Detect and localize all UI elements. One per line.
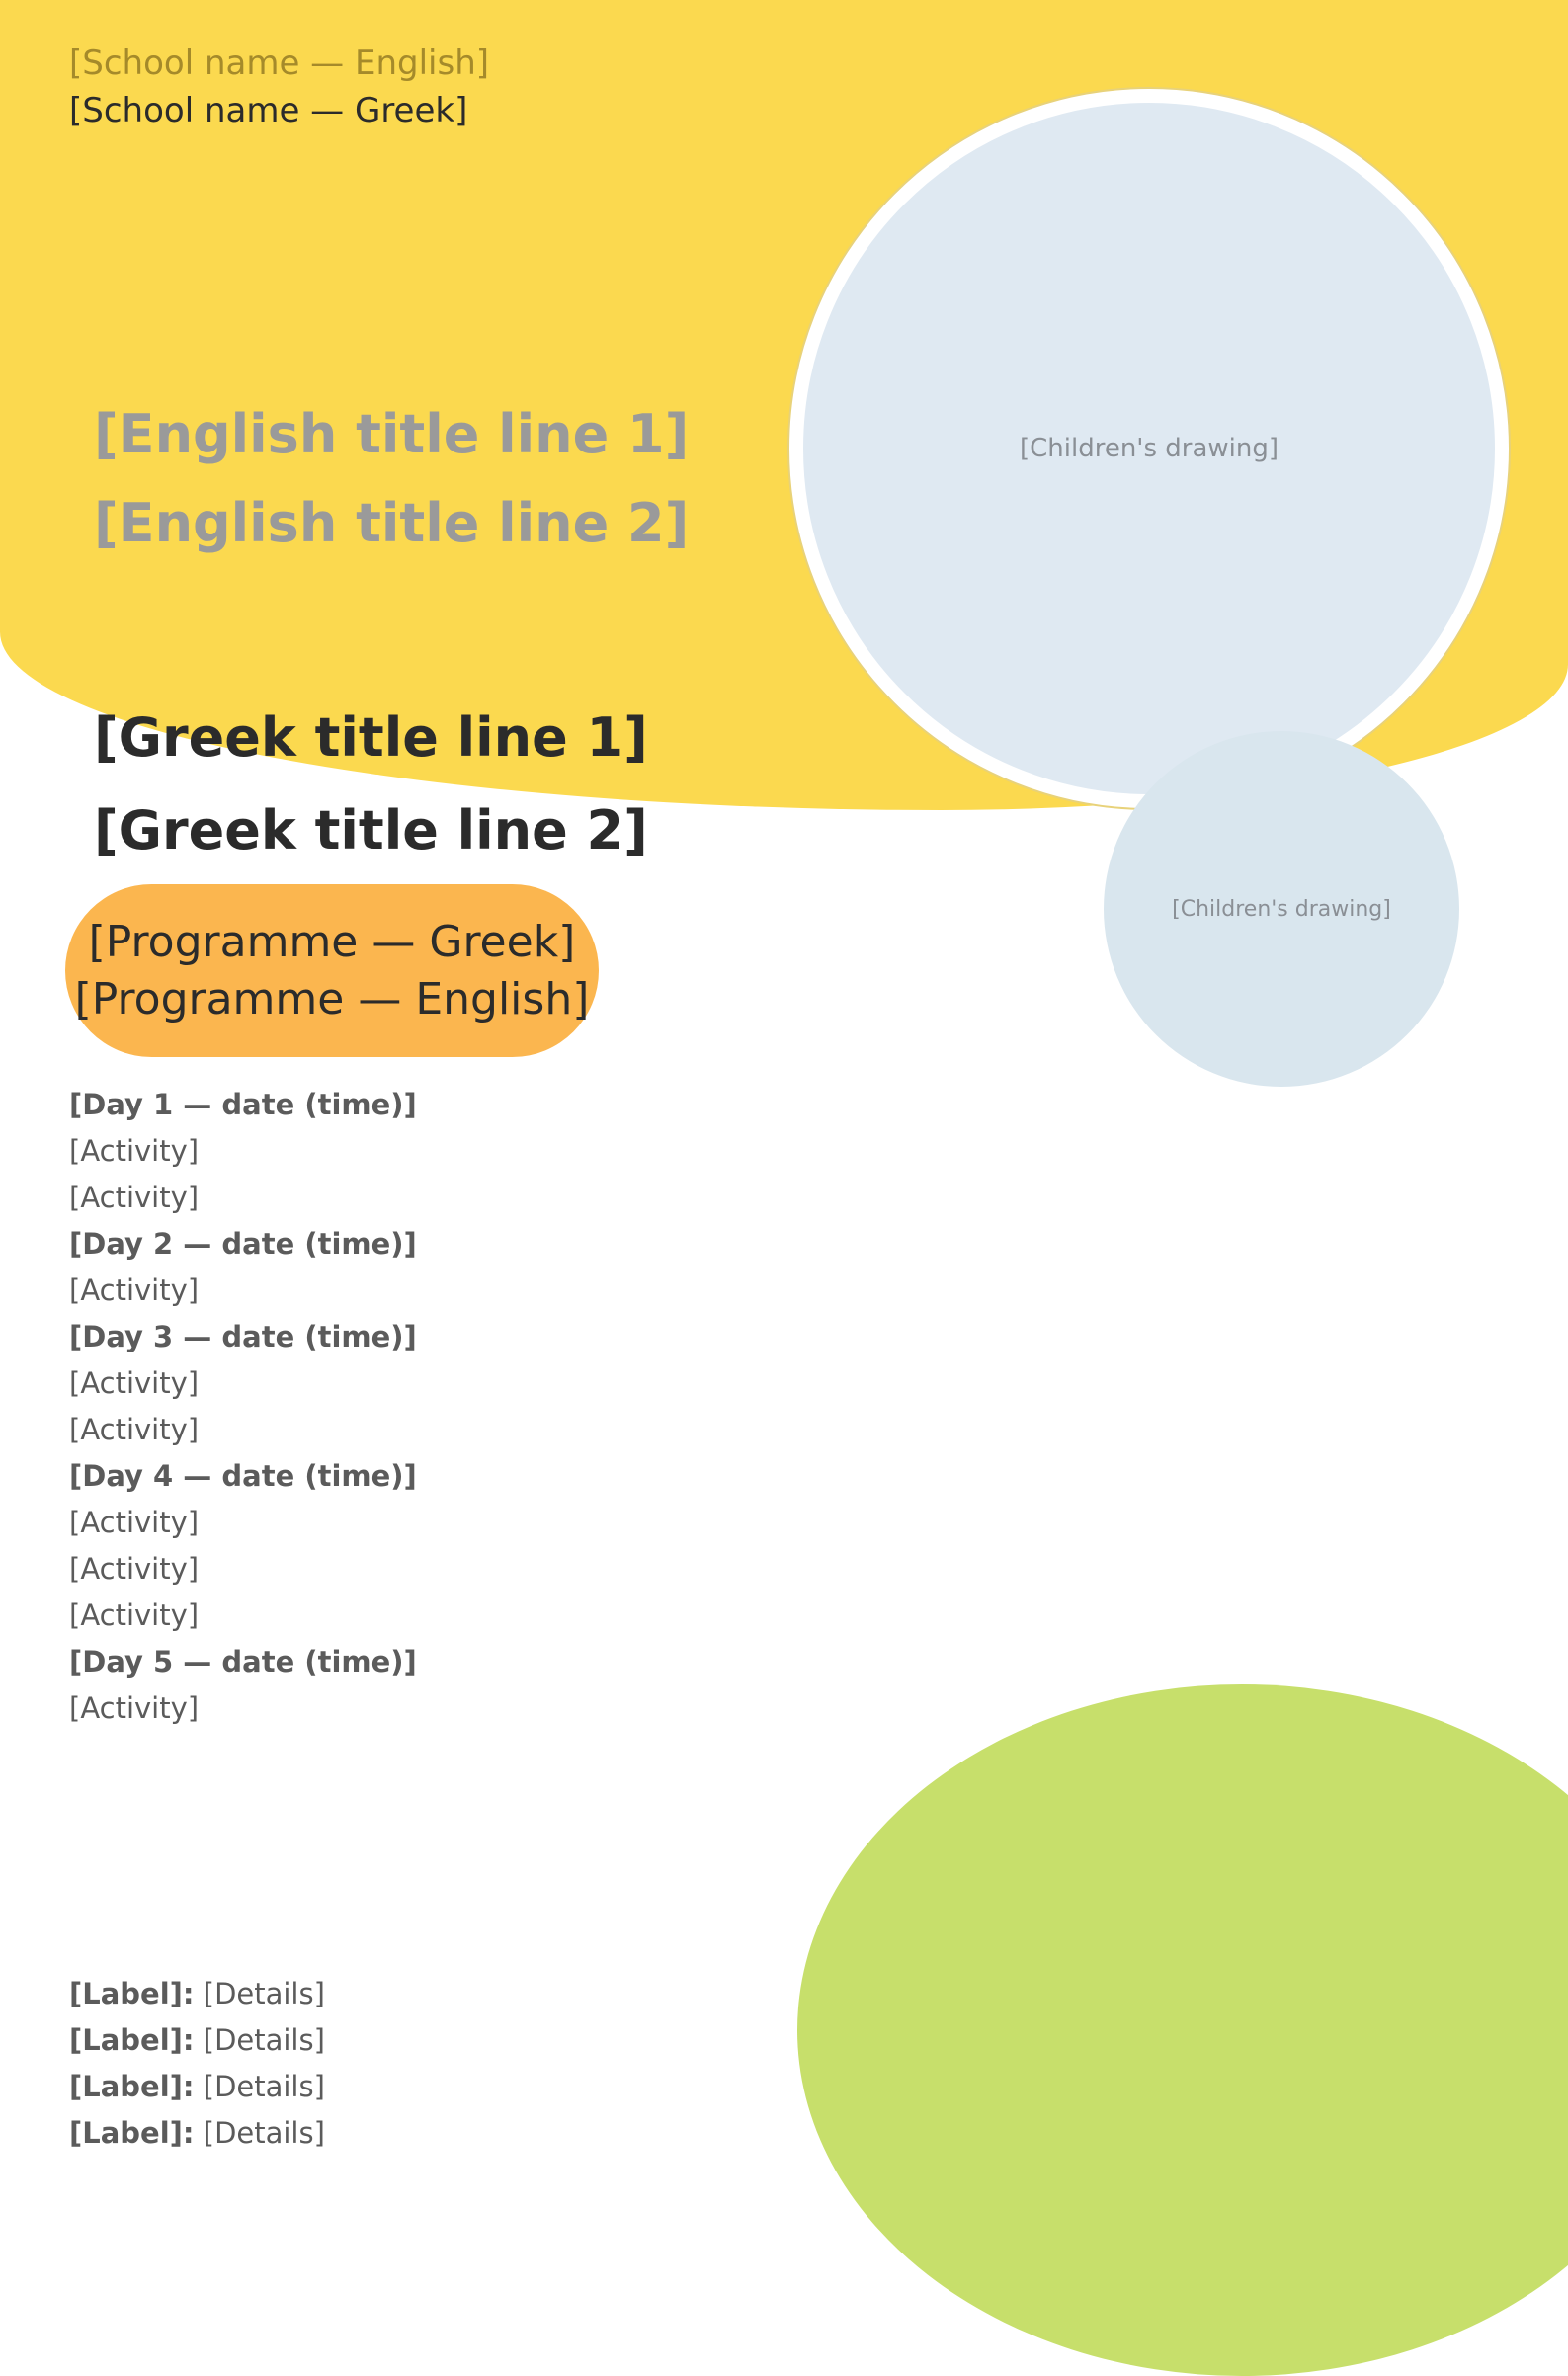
programme-label-gr: [Programme — Greek] [88, 916, 576, 967]
title-gr-line-2: [Greek title line 2] [94, 799, 648, 861]
programme-button[interactable] [65, 884, 599, 1057]
summary-row [69, 1971, 1499, 2017]
schedule-item: [Activity] [69, 1506, 200, 1539]
summary-label: [Label]: [69, 1977, 195, 2010]
title-en-line-2: [English title line 2] [94, 492, 690, 554]
artwork-small-image [1104, 731, 1459, 1087]
programme-label-en: [Programme — English] [74, 973, 590, 1024]
schedule-day: [Day 3 — date (time)] [69, 1320, 417, 1353]
summary-text: [Details] [203, 1977, 325, 2010]
summary-label: [Label]: [69, 2070, 195, 2103]
schedule-item: [Activity] [69, 1134, 200, 1168]
summary-text: [Details] [203, 2116, 325, 2150]
schedule-item: [Activity] [69, 1413, 200, 1446]
schedule-day: [Day 4 — date (time)] [69, 1459, 417, 1493]
school-name-gr: [School name — Greek] [69, 91, 468, 130]
title-gr-line-1: [Greek title line 1] [94, 706, 648, 769]
schedule-item: [Activity] [69, 1366, 200, 1400]
schedule-item: [Activity] [69, 1273, 200, 1307]
summary-label: [Label]: [69, 2023, 195, 2057]
artwork-small-caption: [Children's drawing] [1172, 896, 1391, 922]
summary-text: [Details] [203, 2070, 325, 2103]
summary-row [69, 2064, 1499, 2110]
schedule-day: [Day 5 — date (time)] [69, 1645, 417, 1679]
title-english [94, 390, 785, 568]
summary-text: [Details] [203, 2023, 325, 2057]
summary-label: [Label]: [69, 2116, 195, 2150]
schedule-day: [Day 2 — date (time)] [69, 1227, 417, 1261]
schedule-item: [Activity] [69, 1691, 200, 1725]
schedule-item: [Activity] [69, 1552, 200, 1586]
summary-row [69, 2110, 1499, 2157]
summary-row [69, 2017, 1499, 2064]
title-greek [94, 692, 904, 877]
schedule-item: [Activity] [69, 1598, 200, 1632]
summary [69, 1971, 1499, 2157]
schedule-item: [Activity] [69, 1181, 200, 1214]
schedule-day: [Day 1 — date (time)] [69, 1088, 417, 1121]
school-name-en: [School name — English] [69, 43, 490, 83]
schedule [69, 1082, 1499, 1732]
title-en-line-1: [English title line 1] [94, 403, 690, 465]
artwork-main-caption: [Children's drawing] [1019, 434, 1279, 463]
